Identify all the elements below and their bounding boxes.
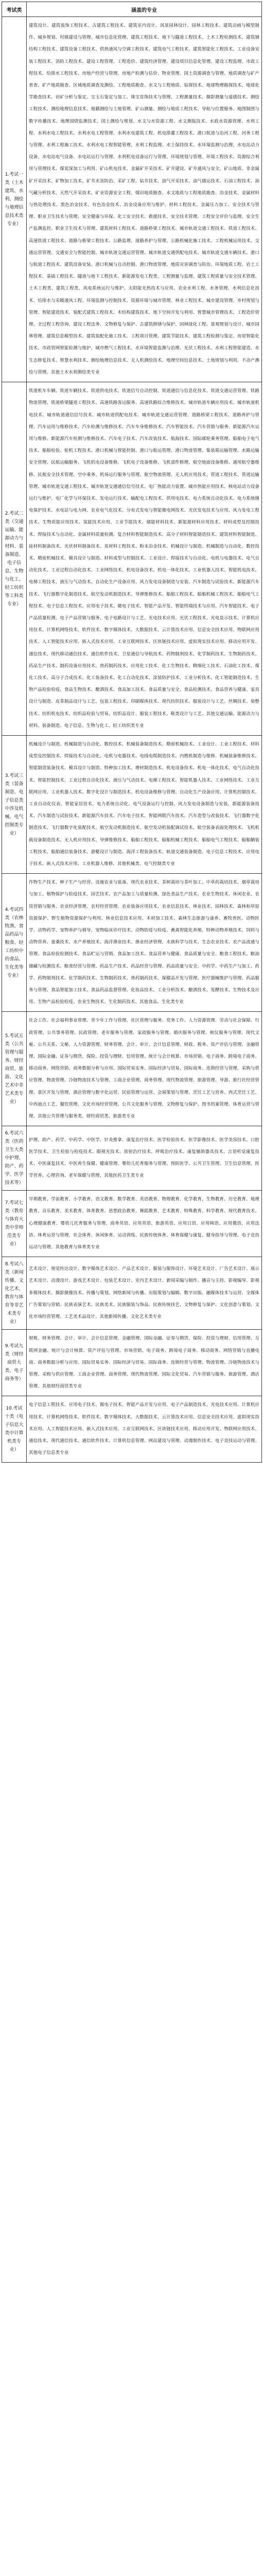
exam-category-cell: 6.考试六类（医药卫生大类中护理、助产、药学、医学技术等） [2,1126,27,1191]
header-covered-majors: 涵盖的专业 [27,2,262,17]
table-row [2,1396,262,1463]
majors-cell: 财税、财务管理、会计、审计、会计信息管理、金融管理、国际金融、证券与期货、保险、投资与理财、信用管理、互联网金融、统计与会计核算、资产评估与管理、市场营销、电子商务、跨境电子商务、移动商务、网络营销与直播电商、商务数据分析与应用、国际贸易实务、国际经济与贸易、国际商务、连锁经营与管理、物流管理、冷链物流技术与管理、采购与供应管理、工商企业管理、商务管理、现代物流管理、国际文化贸易、汽车营销与服务、旅游管理、酒店管理、其他财经商贸类专业 [27,1330,262,1396]
exam-category-cell: 1.考试一类（土木建筑、水利、测绘与地理信息技术类专业） [2,17,27,382]
majors-cell: 作物生产技术、种子生产与经营、设施农业与装备、现代农业技术、茶树栽培与茶叶加工、中草药栽培技术、烟草栽培与加工、植物保护与检疫技术、园艺技术、农产品加工与质量检测、绿色食品生产技术、农业生物技术、休闲农业、农资营销与服务、农业经济管理、农村经营管理、农业装备应用技术、农业信息技术、林业技术、园林技术、森林和草原资源保护、野生植物资源保护与利用、林业信息技术应用、木材加工技术、森林生态旅游与康养、畜牧兽医、动物医学、动物药学、宠物养护与驯导、宠物临床诊疗技术、动物防疫与检疫、畜禽智能化养殖、特种动物养殖技术、饲料与动物营养、蚕桑技术、水产养殖技术、海洋渔业技术、渔业经济管理、水族科学与技术、生态农业技术、农产品流通与管理、食品检验检测技术、食品贮运与营销、食品加工技术、食品营养与健康、食品质量与安全、粮食工程技术、粮油储藏与检测技术、粮食经营与管理、药品生产技术、药品经营与管理、药品质量与安全、中药学、中药生产与加工、药学、药物制剂技术、化学制药技术、生物制药技术、兽药制药技术、保健品开发与管理、医疗器械维护与管理、药品服务与管理、食品智能加工技术、食品药品监督管理、化妆品技术、工业分析技术、酿酒技术、发酵技术、生物技术及应用、生物产品检验检疫、农业生物技术、生化制药技术、其他食品、生化类专业 [27,874,262,1012]
exam-category-cell: 4.考试四类（农林牧渔、食品药品与粮食、轻工纺织中的食品、生化类等专业） [2,874,27,1012]
majors-cell: 艺术设计、视觉传达设计、数字媒体艺术设计、产品艺术设计、服装与服饰设计、环境艺术设计、广告艺术设计、展示艺术设计、动漫设计、游戏艺术设计、包装艺术设计、室内艺术设计、新闻采编与制作、播音与主持、影视编导、影视多媒体技术、摄影摄像技术、传播与策划、网络新闻与传播、出版策划与编辑、数字出版、融媒体技术与运营、全媒体广告策划与营销、民族表演艺术、民族美术、民族服装与饰品、民族传统技艺、文物修复与保护、文化创意与策划、文化市场经营管理、工艺美术品设计、其他新闻传播、文化艺术类专业 [27,1257,262,1330]
table-row [2,1191,262,1257]
exam-category-majors-table [2,2,262,1463]
table-row [2,1257,262,1330]
majors-cell: 护理、助产、药学、中药学、中医学、针灸推拿、康复治疗技术、医学检验技术、医学影像技术、医学美容技术、口腔医学技术、卫生检验与检疫技术、眼视光技术、放射治疗技术、呼吸治疗技术、康复辅助器具技术、言语听觉康复技术、中医康复技术、中医养生保健、健康管理、婴幼儿托育服务与管理、预防医学、公共卫生管理、卫生信息管理、医学营养、心理咨询、老年保健与管理、其他医药卫生类专业 [27,1126,262,1191]
table-row [2,1330,262,1396]
exam-category-cell: 5.考试五类（公共管理与服务、财经商贸、旅游、文化艺术中非艺术类专业） [2,1012,27,1126]
table-row [2,382,262,736]
majors-cell: 早期教育、学前教育、小学教育、语文教育、数学教育、英语教育、物理教育、化学教育、生物教育、历史教育、地理教育、音乐教育、美术教育、体育教育、思想政治教育、舞蹈教育、艺术教育、特殊教育、科学教育、现代教育技术、心理健康教育、婴幼儿托育服务与管理、商务英语、应用英语、旅游英语、应用日语、应用韩语、应用俄语、应用法语、体育运营与管理、社会体育、休闲体育、运动训练、民族传统体育、体育保健与康复、健身指导与管理、电子竞技运动与管理、其他教育与体育类专业 [27,1191,262,1257]
majors-cell: 机械设计与制造、机械制造与自动化、数控技术、机械装备制造技术、精密机械技术、工业设计、工业工程技术、材料成型及控制技术、焊接技术与自动化、电机与电器技术、电线电缆制造技术、内燃机制造与维修、机械装备维修技术、智能制造装备技术、模具设计与制造、特种加工技术、增材制造技术、机电设备技术、机电一体化技术、电气自动化技术、智能控制技术、工业过程自动化技术、液压与气动技术、电梯工程技术、智能机器人技术、工业网络技术、工业互联网应用、工业机器人技术、数字化设计与制造技术、机电设备维修与管理、自动化生产设备应用、计算机控制技术、工业自动化仪表、智能家居技术、电力系统自动化、电气设备运行与控制、风力发电设备制造与安装、新能源装备技术、汽车制造与试验技术、新能源汽车技术、汽车电子技术、智能网联汽车技术、汽车造型与改装技术、飞行器数字化制造技术、飞行器数字化装配技术、航空发动机制造技术、航空发动机装配调试技术、航空装备表面处理技术、飞机机载设备制造技术、无人机应用技术、导弹维修技术、船舶工程技术、船舶机械工程技术、船舶电气工程技术、船舶舾装工程技术、船舶通信装备技术、游艇设计与制造、海洋工程装备技术、轨道交通装备制造、电子信息工程技术、应用电子技术、嵌入式技术应用、工业机器人维修、其他机械类、电气控制类专业 [27,735,262,873]
table-header-row [2,2,262,17]
table-row [2,735,262,873]
majors-cell: 铁道机车车辆、铁道车辆技术、铁道供电技术、铁道信号自动控制、铁道通信与信息化技术、铁道交通运营管理、铁路物流管理、铁道桥梁隧道工程技术、高速铁路客运服务、高速铁路综合维修技术、城市轨道车辆应用技术、城市轨道机电技术、城市轨道通信信号技术、城市轨道供配电技术、城市轨道交通运营管理、道路桥梁工程技术、道路养护与管理、汽车运用与维修技术、汽车检测与维修技术、汽车车身维修技术、汽车智能技术、汽车营销与服务、新能源汽车运用与维修、新能源汽车检测与维修技术、汽车电子技术、汽车改装技术、航海技术、国际邮轮乘务管理、船舶电子电气技术、船舶检验、轮机工程技术、港口机械与智能控制、港口与航运管理、港口物流管理、集装箱运输管理、水路运输安全管理、民航运输服务、飞机机电设备维修、飞机电子设备维修、飞机部件修理、航空地面设备维修、通用航空器维修、民航安全技术管理、空中乘务、机场运行服务与管理、航空物流管理、无人机应用技术、管道工程技术、管道运输管理、城市轨道交通工程技术、城市轨道交通通信信号技术、电厂热能动力装置、城市热能应用技术、核电站动力设备运行与维护、电厂化学与环保技术、发电运行技术、输配电工程技术、供用电技术、电力系统自动化技术、电力系统继电保护技术、水电站与电力网、农业电气化技术、分布式发电与智能微电网技术、光伏发电技术与应用、风力发电工程技术、生物质能应用技术、氢能技术应用、工业节能技术、储能材料技术、新能源材料应用技术、材料成型及控制技术、焊接技术与自动化、金属材料质量检测、复合材料智能制造技术、高分子材料智能制造技术、建筑材料智能制造、硅材料制备技术、光伏材料制备技术、炭材料工程技术、粉末冶金技术、机械设计与制造、机械制造与自动化、数控技术、精密机械技术、模具设计与制造、材料成型与控制技术、工业设计、焊接技术与自动化、电机与电器技术、电气自动化技术、工业过程自动化技术、工业网络技术、机电设备技术、机电一体化技术、工业机器人技术、智能机电技术、电梯工程技术、液压与气动技术、自动化生产设备应用、风力发电设备制造与安装、汽车制造与试验技术、新能源汽车技术、飞行器数字化制造技术、航空发动机制造技术、导弹维修技术、船舶工程技术、船舶机械工程技术、船舶电气工程技术、电子信息工程技术、应用电子技术、微电子技术、智能产品开发、智能终端技术与应用、汽车智能技术、电子产品质量检测、电子产品营销与服务、电子电路设计与工艺、光电技术应用、光伏工程技术、光电显示技术、计算机应用技术、计算机网络技术、软件技术、数字媒体技术、大数据技术、云计算技术应用、信息安全技术应用、物联网应用技术、人工智能技术应用、嵌入式技术应用、工业互联网技术、区块链技术应用、虚拟现实技术应用、移动应用开发、通信技术、现代移动通信技术、通信软件技术、卫星通信与导航技术、药物制剂技术、化学制药技术、生物制药技术、药品生产技术、制药设备应用技术、兽药制药技术、应用化工技术、化工生物技术、精细化工技术、石油化工技术、煤化工技术、高分子合成技术、化工装备技术、化工自动化技术、涂装防护技术、工业分析技术、化工智能制造技术、生物产品检验检疫、食品生物技术、酿酒技术、食品加工技术、食品质量与安全、食品检测技术、食品营养与健康、家具设计与制造、皮革制品设计与工艺、包装工程技术、印刷媒体技术、现代纺织技术、服装设计与工艺、丝绸技术、染整技术、纺织机电技术、纺织品检验与贸易、纺织品设计、服装工程技术、鞋类设计与工艺、其他交通运输、能源动力与材料、装备制造、电子信息、生物与化工、轻工纺织类专业 [27,382,262,736]
exam-category-cell: 10.考试十类（电子信息大类中计算机类专业） [2,1396,27,1463]
exam-category-cell: 8.考试八类（新闻传播、文化艺术、教育与体育等非艺术类专业） [2,1257,27,1330]
table-row [2,17,262,382]
majors-cell: 社会工作、社会福利事业管理、青少年工作与管理、社区管理与服务、党务工作、人力资源管理、劳动与社会保障、行政管理、公共事务管理、民政管理、老年服务与管理、家政服务与管理、婚庆服务与管理、殡仪服务与管理、现代文秘、公共关系、文秘、人力资源管理、财务管理、会计、审计、会计信息管理、财政、税务、资产评估与管理、金融管理、国际金融、证券与期货、保险、投资与理财、信用管理、统计与会计核算、市场营销、电子商务、跨境电子商务、移动商务、网络营销、商务数据分析与应用、国际贸易实务、国际经济与贸易、国际商务、连锁经营与管理、采购与供应管理、物流管理、冷链物流技术与管理、工商企业管理、商务管理、现代物流管理、旅游管理、导游、旅行社经营管理、景区开发与管理、酒店管理与数字化运营、民宿管理与运营、会展策划与管理、烹饪工艺与营养、西式烹饪工艺、中西面点工艺、餐饮管理、文化市场经营管理、公共文化服务与管理、文物修复与保护、图书档案管理、体育运营与管理、其他公共管理与服务类、财经商贸类、旅游类专业 [27,1012,262,1126]
exam-category-cell: 3.考试三类（装备制造、电子信息类中涉及机械、电气控制类专业） [2,735,27,873]
header-exam-category: 考试类 [2,2,27,17]
majors-cell: 电子信息工程技术、应用电子技术、微电子技术、智能产品开发与应用、电子产品制造技术、光电技术应用、计算机应用技术、计算机网络技术、软件技术、数字媒体技术、大数据技术、云计算技术应用、信息安全技术应用、虚拟现实技术应用、人工智能技术应用、嵌入式技术应用、工业互联网技术、区块链技术应用、移动应用开发、物联网应用技术、通信技术、现代通信技术、通信软件技术、计算机信息管理、网站建设与管理、动漫制作技术、电子竞技运动与管理、其他电子信息类专业 [27,1396,262,1463]
table-row [2,1012,262,1126]
exam-category-cell: 9.考试九类（财经商贸大类、电子商务等） [2,1330,27,1396]
majors-table-page [2,2,261,1463]
table-row [2,874,262,1012]
exam-category-cell: 2.考试二类（交通运输、能源动力与材料、装备制造、电子信息、生物与化工、轻工纺织等工科类专业） [2,382,27,736]
exam-category-cell: 7.考试七类（教育与体育大类中非师范类专业） [2,1191,27,1257]
majors-cell: 建筑设计、建筑装饰工程技术、古建筑工程技术、建筑室内设计、风景园林设计、园林工程技术、建筑动画与模型制作、城乡规划、村镇建设与管理、城市信息化管理、建筑工程技术、地下与隧道工程技术、土木工程检测技术、建筑钢结构工程技术、建筑设备工程技术、供热通风与空调工程技术、建筑电气工程技术、建筑智能化工程技术、工业设备安装工程技术、消防工程技术、建设工程管理、工程造价、建筑经济管理、建设项目信息化管理、建设工程监理、市政工程技术、给排水工程技术、房地产经营与管理、房地产检测与估价、物业管理、国土资源调查与管理、地质调查与矿产普查、矿产地质勘查、区域地质调查及测绘、工程地质勘查、水文与工程地质、钻探技术、地球物理勘探技术、地球化学勘查技术、岩矿分析与鉴定、宝玉石鉴定与加工、珠宝首饰技术与管理、工程测量技术、摄影测量与遥感技术、测绘工程技术、测绘地理信息技术、地籍测绘与土地管理、矿山测量、测绘与地质工程技术、导航与位置服务、地图制图与数字传播技术、地理国情监测技术、国土测绘与规划、水文与水资源工程、水文测报技术、水政水资源管理、水利工程、水利水电工程技术、水利水电工程管理、水利水电建筑工程、机电排灌工程技术、港口航道与治河工程、河务工程与管理、水利工程施工技术、水利水电工程智能管理、水利工程监理、水土保持技术、水环境监测与治理、水电站动力设备、水电站电气设备、水电站运行与管理、水利机电设备运行与管理、环境规划与管理、环境工程技术、资源综合利用与管理技术、煤炭深加工与利用、矿山机电技术、金属矿开采技术、矿井建设、矿井通风与安全、矿山地质、非金属矿开采技术、矿物加工技术、矿井水害防治、采矿工程、钻井技术、油气开采技术、油气储运技术、石油工程技术、油气藏分析技术、天然气开采技术、矿业资源安全工程、煤田地质勘查、水文地质与工程地质勘查、冶金技术、金属材料与热处理技术、黑色冶金技术、有色冶金技术、冶金设备应用与维护、材料工程技术、金属压力加工、安全技术与管理、职业卫生技术与管理、安全健康与环保、化工安全技术、救援技术、安全技术管理、工程安全评价与监理、安全生产监测监控、职业卫生技术与管理、建筑材料工程技术、道路桥梁工程技术、城市轨道交通工程技术、铁道工程技术、高速铁道工程技术、道路与桥梁工程技术、公路监理、道路养护与管理、公路机械化施工技术、工程机械运用技术、交通运营管理、交通安全与智能控制、城市轨道交通运营管理、城市轨道交通供配电技术、城市轨道交通车辆技术、港口与航道工程技术、建筑设备安装、港口机械与自动控制、港口物流管理、地质灾害调查与防治、环境地质工程、岩土工程技术、基础工程技术、隧道与地下工程技术、新能源发电工程类、工程测量与监理、建筑工程质量与安全技术管理、土木工程类、建筑工程类、风电系统运行与维护、太阳能光热技术与应用、农业水利工程、水务管理、水利信息化技术、给排水与采暖通风工程、环境监测与控制技术、资源环境与城市管理、林业工程技术、城市建设管理、乡村规划与管理、智能建造技术、装配式建筑工程技术、木结构建筑技术、地下空间开发与利用、智慧城市管理技术、工程造价管理、全过程工程咨询、建设工程法务、文物修复与保护、古建筑修缮与保护、园林绿化工程、景观规划与设计、城市园林管理、建筑信息模型技术、建筑装配化施工技术、工程项目管理、建筑节能技术、建筑工程检测与鉴定、房屋智能化技术、市政管网智能检测与维护、城市燃气工程技术、水环境智能监测与治理、光伏工程技术、水利工程智能建造、水生态修复技术、智慧水利技术、测绘地理信息技术、无人机测绘技术、地理空间信息技术、土地规划与利用、不动产测绘与管理、其他土木水利测绘类专业 [27,17,262,382]
table-row [2,1126,262,1191]
